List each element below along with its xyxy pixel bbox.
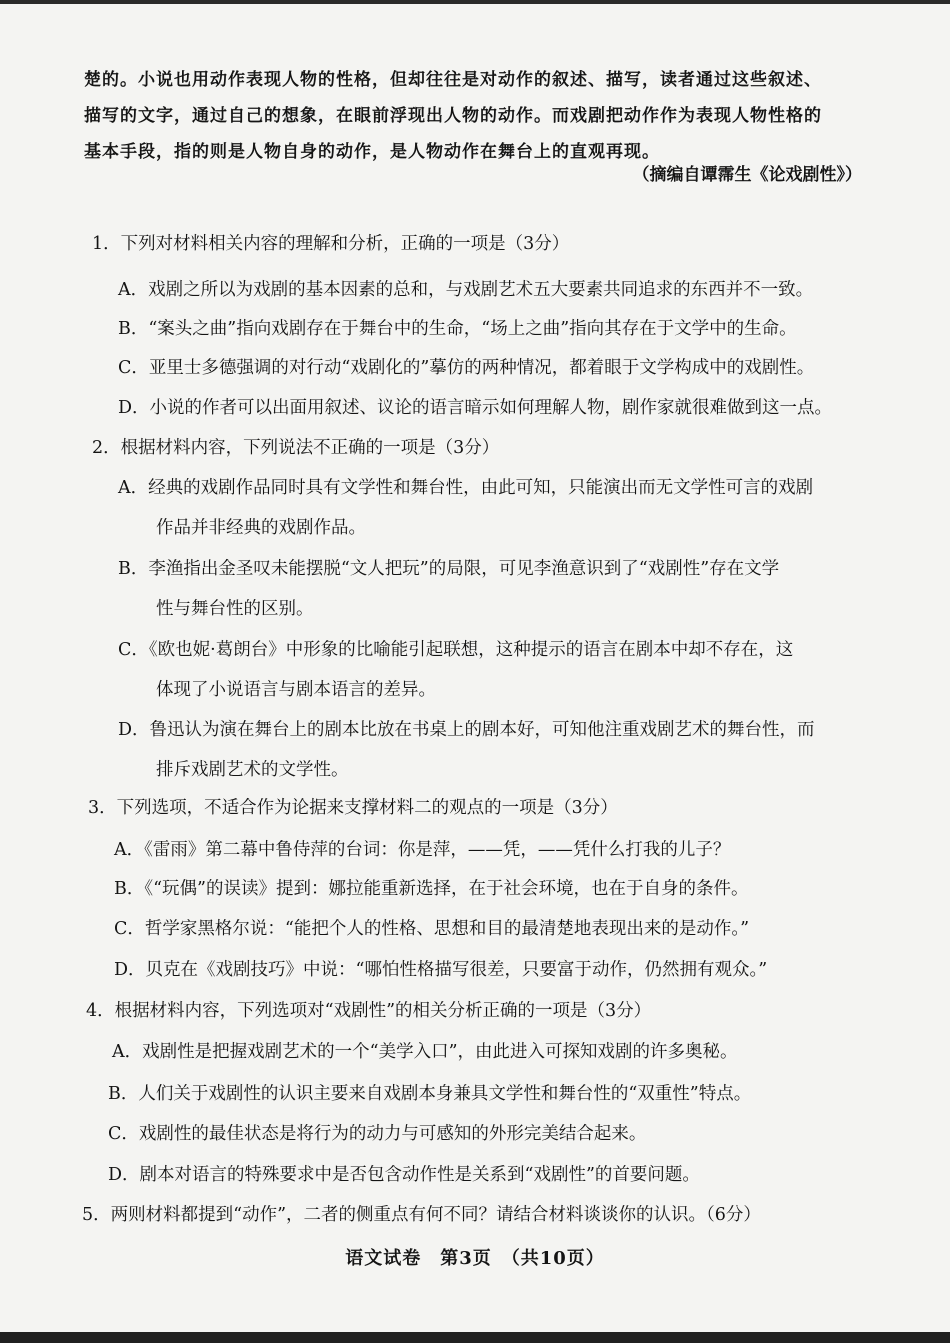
question-4-option-c: C．戏剧性的最佳状态是将行为的动力与可感知的外形完美结合起来。 — [108, 1124, 647, 1144]
scan-top-edge — [0, 0, 950, 4]
page-footer: 语文试卷 第3页 （共10页） — [345, 1248, 605, 1269]
question-1-option-d: D．小说的作者可以出面用叙述、议论的语言暗示如何理解人物，剧作家就很难做到这一点。 — [118, 398, 833, 418]
scan-bottom-edge — [0, 1332, 950, 1343]
question-3-option-d: D．贝克在《戏剧技巧》中说：“哪怕性格描写很差，只要富于动作，仍然拥有观众。” — [114, 960, 768, 980]
question-2-option-b: B．李渔指出金圣叹未能摆脱“文人把玩”的局限，可见李渔意识到了“戏剧性”存在文学 — [118, 559, 780, 579]
question-4-option-b: B．人们关于戏剧性的认识主要来自戏剧本身兼具文学性和舞台性的“双重性”特点。 — [108, 1084, 752, 1104]
question-2-option-a-cont: 作品并非经典的戏剧作品。 — [156, 518, 366, 538]
passage-source: （摘编自谭霈生《论戏剧性》） — [632, 165, 862, 185]
question-5-stem: 5．两则材料都提到“动作”，二者的侧重点有何不同？请结合材料谈谈你的认识。（6分） — [82, 1205, 761, 1225]
question-4-option-d: D．剧本对语言的特殊要求中是否包含动作性是关系到“戏剧性”的首要问题。 — [108, 1165, 700, 1185]
question-2-option-c: C．《欧也妮·葛朗台》中形象的比喻能引起联想，这种提示的语言在剧本中却不存在，这 — [118, 640, 794, 660]
question-2-option-b-cont: 性与舞台性的区别。 — [156, 599, 314, 619]
question-2-option-d: D．鲁迅认为演在舞台上的剧本比放在书桌上的剧本好，可知他注重戏剧艺术的舞台性，而 — [118, 720, 815, 740]
question-2-option-c-cont: 体现了小说语言与剧本语言的差异。 — [156, 680, 436, 700]
question-2-option-d-cont: 排斥戏剧艺术的文学性。 — [156, 760, 349, 780]
question-3-option-b: B．《“玩偶”的误读》提到：娜拉能重新选择，在于社会环境，也在于自身的条件。 — [114, 879, 749, 899]
question-4-option-a: A．戏剧性是把握戏剧艺术的一个“美学入口”，由此进入可探知戏剧的许多奥秘。 — [112, 1042, 738, 1062]
question-3-option-c: C．哲学家黑格尔说：“能把个人的性格、思想和目的最清楚地表现出来的是动作。” — [114, 919, 750, 939]
question-1-option-c: C．亚里士多德强调的对行动“戏剧化的”摹仿的两种情况，都着眼于文学构成中的戏剧性。 — [118, 358, 815, 378]
passage-line: 描写的文字，通过自己的想象，在眼前浮现出人物的动作。而戏剧把动作作为表现人物性格的 — [84, 106, 822, 126]
question-2-option-a: A．经典的戏剧作品同时具有文学性和舞台性，由此可知，只能演出而无文学性可言的戏剧 — [118, 478, 814, 498]
question-1-stem: 1．下列对材料相关内容的理解和分析，正确的一项是（3分） — [92, 234, 570, 254]
question-1-option-a: A．戏剧之所以为戏剧的基本因素的总和，与戏剧艺术五大要素共同追求的东西并不一致。 — [118, 280, 814, 300]
passage-line: 楚的。小说也用动作表现人物的性格，但却往往是对动作的叙述、描写，读者通过这些叙述、 — [84, 70, 822, 90]
question-3-stem: 3．下列选项，不适合作为论据来支撑材料二的观点的一项是（3分） — [88, 798, 618, 818]
question-1-option-b: B．“案头之曲”指向戏剧存在于舞台中的生命，“场上之曲”指向其存在于文学中的生命。 — [118, 319, 797, 339]
passage-line: 基本手段，指的则是人物自身的动作，是人物动作在舞台上的直观再现。 — [84, 142, 660, 162]
question-2-stem: 2．根据材料内容，下列说法不正确的一项是（3分） — [92, 438, 500, 458]
question-4-stem: 4．根据材料内容，下列选项对“戏剧性”的相关分析正确的一项是（3分） — [86, 1001, 652, 1021]
question-3-option-a: A．《雷雨》第二幕中鲁侍萍的台词：你是萍，——凭，——凭什么打我的儿子？ — [114, 840, 731, 860]
